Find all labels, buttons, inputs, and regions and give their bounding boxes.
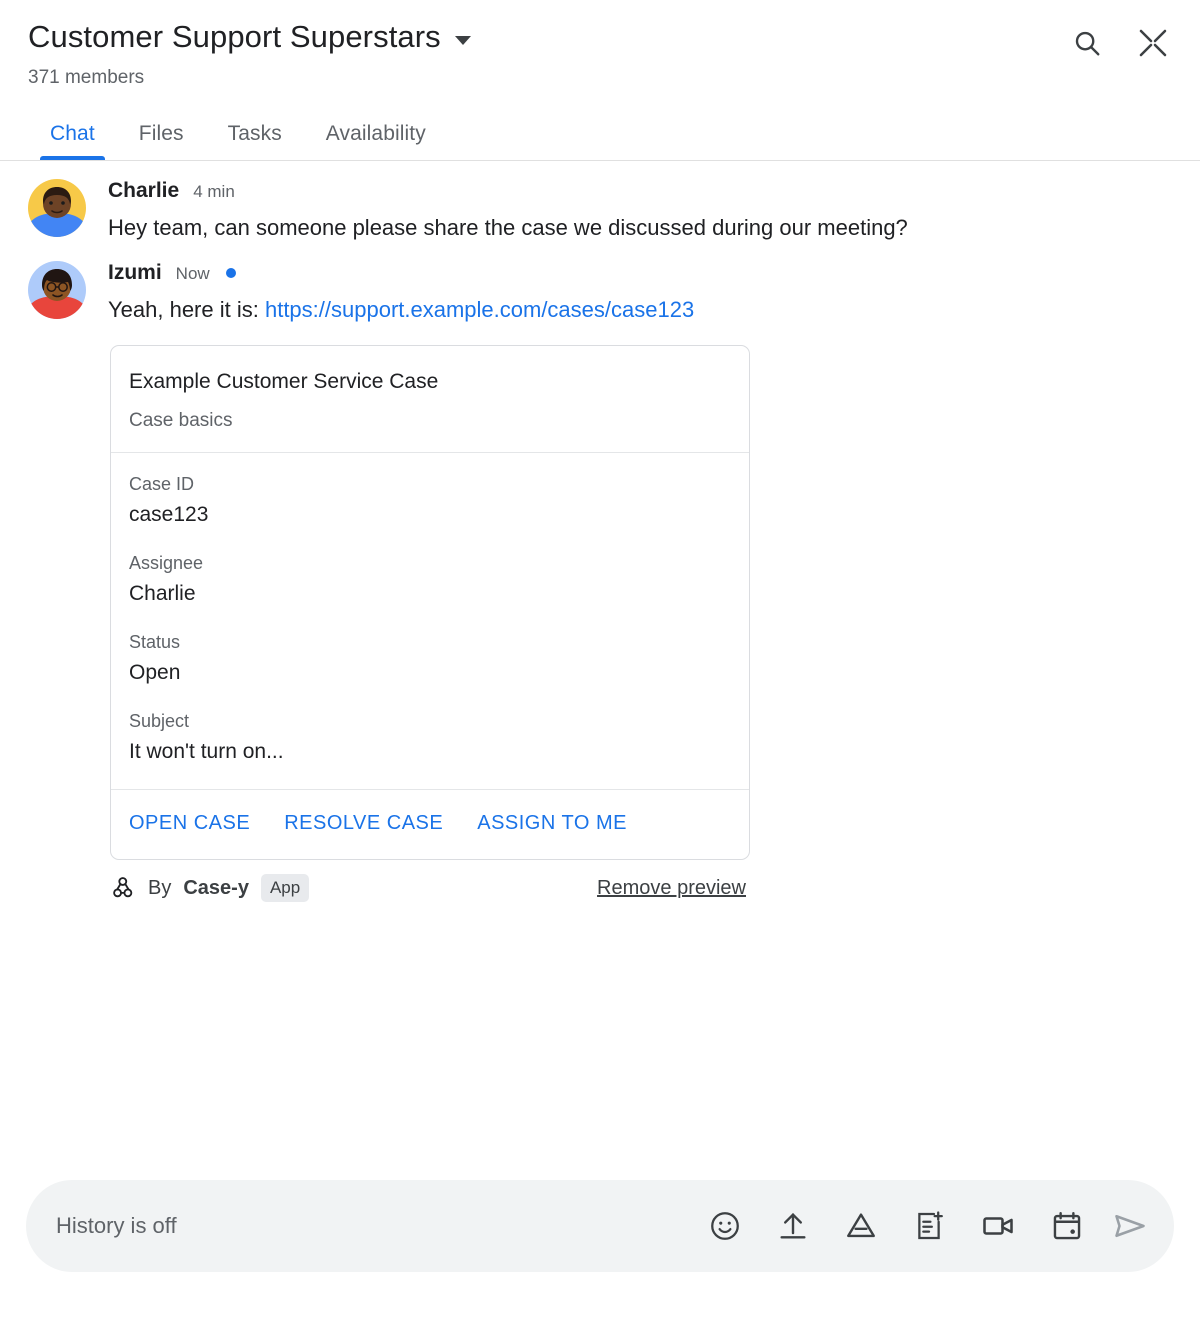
message-body [108,261,1172,902]
status-badge: App [261,874,309,902]
member-count: 371 members [28,67,145,88]
message-header [108,261,1172,285]
search-icon[interactable] [1070,26,1104,60]
open-case-button[interactable]: OPEN CASE [129,812,251,834]
doc-add-icon[interactable] [912,1209,946,1243]
field-status [129,629,731,688]
webhook-icon [110,875,136,901]
resolve-case-button[interactable]: RESOLVE CASE [284,812,444,834]
card-subtitle: Case basics [129,410,233,431]
field-subject [129,708,731,767]
card-attribution [110,874,750,902]
card-title: Example Customer Service Case [129,370,439,393]
field-value: Charlie [129,582,196,605]
drive-icon[interactable] [844,1209,878,1243]
attribution-by-label: By [148,876,172,899]
message-timestamp: 4 min [193,182,235,201]
field-value: It won't turn on... [129,740,284,763]
message-sender: Izumi [108,261,162,284]
remove-preview-button[interactable]: Remove preview [597,876,746,899]
header-actions [1070,26,1170,60]
message-body [108,179,1172,245]
message-composer[interactable] [26,1180,1174,1272]
field-label: Assignee [129,553,204,573]
upload-icon[interactable] [776,1209,810,1243]
case-link[interactable]: https://support.example.com/cases/case123 [264,297,695,322]
unread-indicator-icon [226,268,236,278]
field-label: Subject [129,711,190,731]
assign-to-me-button[interactable]: ASSIGN TO ME [477,812,627,834]
tab-chat[interactable]: Chat [28,112,117,160]
tab-bar [0,112,1200,161]
chevron-down-icon[interactable] [455,36,471,45]
message-sender: Charlie [108,179,180,202]
tab-tasks[interactable]: Tasks [227,122,282,145]
avatar[interactable] [28,179,86,237]
message-text-prefix: Yeah, here it is: [108,297,265,322]
message-timestamp: Now [175,264,210,283]
field-case-id [129,471,731,530]
calendar-icon[interactable] [1050,1209,1084,1243]
message-item [28,261,1172,902]
space-title-row [28,18,1172,56]
case-preview-card [110,345,750,860]
card-actions [111,790,749,859]
card-fields [111,453,749,790]
tab-availability[interactable]: Availability [325,122,426,145]
field-assignee [129,550,731,609]
field-label: Case ID [129,474,195,494]
field-value: Open [129,661,181,684]
field-label: Status [129,632,181,652]
tab-files[interactable]: Files [138,122,184,145]
field-value: case123 [129,503,209,526]
message-item [28,179,1172,245]
video-icon[interactable] [980,1208,1016,1244]
message-header [108,179,1172,203]
composer-area [0,1180,1200,1272]
message-input[interactable]: History is off [56,1213,177,1238]
send-icon[interactable] [1112,1208,1148,1244]
collapse-icon[interactable] [1136,26,1170,60]
emoji-icon[interactable] [708,1209,742,1243]
avatar[interactable] [28,261,86,319]
composer-icons [708,1208,1084,1244]
message-list [0,161,1200,902]
page-title: Customer Support Superstars [28,19,441,54]
space-header [0,0,1200,90]
card-header [111,346,749,453]
message-text [108,293,1172,327]
attribution-app-name: Case-y [183,876,249,899]
message-text: Hey team, can someone please share the case we discussed during our meeting? [108,215,908,240]
attribution-left [110,874,309,902]
